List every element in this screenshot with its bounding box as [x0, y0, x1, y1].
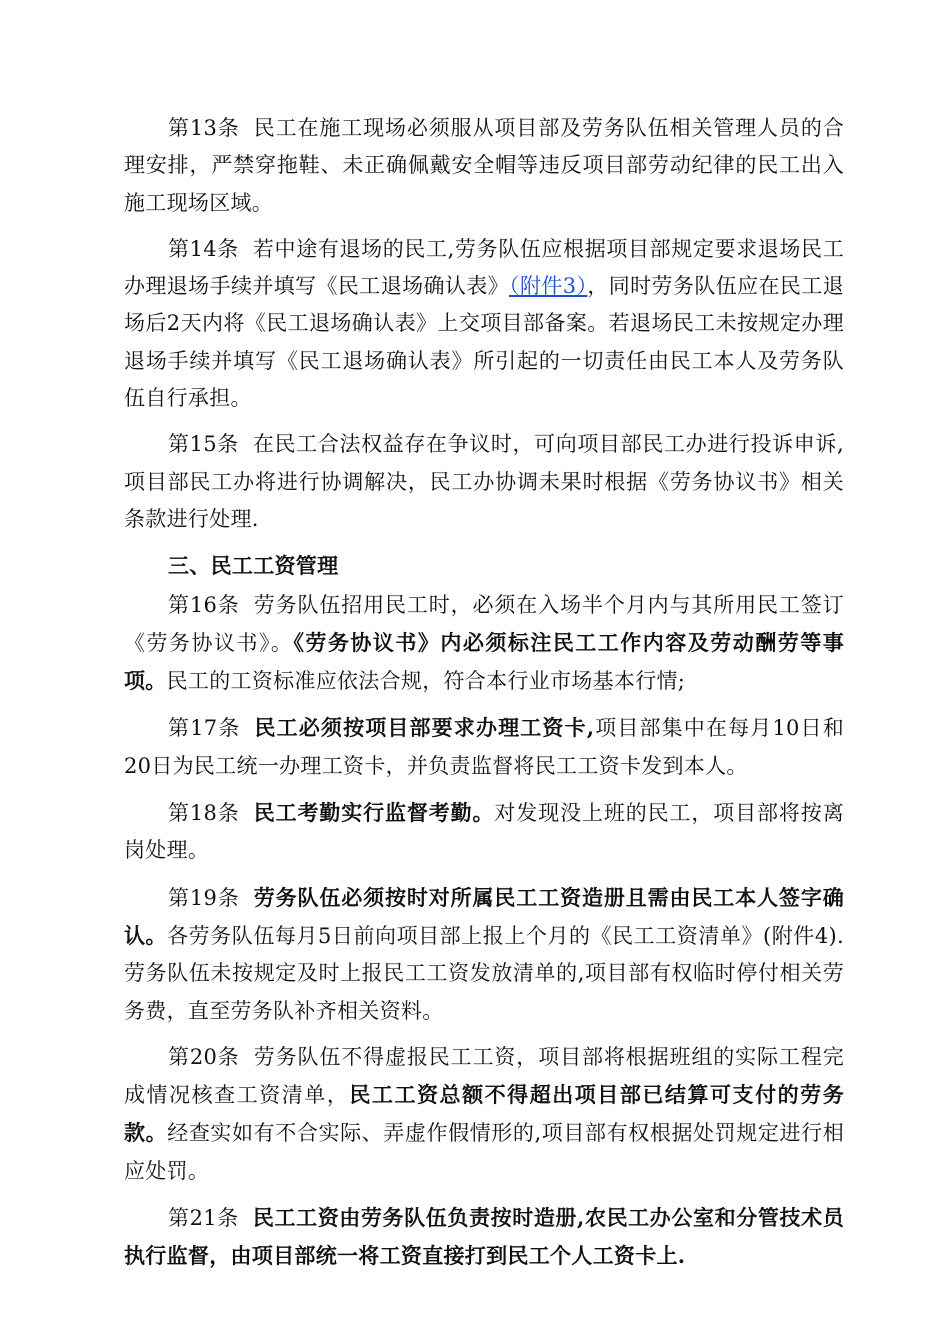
article-text: 若中途有退场的民工,劳务队伍应根据项目部规定要求退场民工办理退场手续并填写《民工退场确认表》 [124, 236, 844, 299]
article-bold-text: 民工工资总额不得超出项目部已结算可支付的劳务款。 [124, 1082, 844, 1146]
article-15 [124, 426, 844, 538]
article-18 [124, 794, 844, 870]
article-17 [124, 709, 844, 785]
article-number: 第17条 [168, 716, 241, 741]
article-20 [124, 1039, 844, 1190]
article-number: 第14条 [168, 236, 239, 261]
attachment-3-link[interactable]: （附件3） [509, 274, 588, 299]
article-text: 民工的工资标准应依法合规，符合本行业市场基本行情; [166, 669, 686, 694]
article-text: 劳务队伍招用民工时，必须在入场半个月内与其所用民工签订《劳务协议书》。 [124, 592, 844, 655]
article-19 [124, 879, 844, 1030]
article-bold-text: 民工考勤实行监督考勤。 [253, 800, 495, 826]
article-number: 第15条 [168, 432, 239, 457]
article-14 [124, 231, 844, 417]
article-16 [124, 587, 844, 701]
article-number: 第20条 [168, 1044, 240, 1069]
article-text: ，同时劳务队伍应在民工退场后2天内将《民工退场确认表》上交项目部备案。若退场民工未按规定办理退场手续并填写《民工退场确认表》所引起的一切责任由民工本人及劳务队伍自行承担。 [124, 274, 844, 411]
article-text: 对发现没上班的民工，项目部将按离岗处理。 [124, 801, 844, 863]
article-number: 第13条 [168, 116, 240, 140]
article-text: 项目部集中在每月10日和20日为民工统一办理工资卡，并负责监督将民工工资卡发到本人。 [124, 716, 845, 778]
article-bold-text: 《劳务协议书》内必须标注民工工作内容及劳动酬劳等事项。 [124, 629, 845, 694]
article-bold-text: 劳务队伍必须按时对所属民工工资造册且需由民工本人签字确认。 [124, 884, 844, 948]
article-number: 第16条 [168, 592, 240, 617]
article-number: 第19条 [168, 885, 240, 910]
document-body [124, 110, 844, 1285]
article-text: 经查实如有不合实际、弄虚作假情形的,项目部有权根据处罚规定进行相应处罚。 [124, 1121, 844, 1183]
article-13 [124, 110, 844, 222]
article-bold-text: 民工必须按项目部要求办理工资卡, [254, 715, 595, 741]
article-text: 劳务队伍不得虚报民工工资，项目部将根据班组的实际工程完成情况核查工资清单， [124, 1044, 844, 1108]
article-text: 民工在施工现场必须服从项目部及劳务队伍相关管理人员的合理安排，严禁穿拖鞋、未正确佩戴安全帽等违反项目部劳动纪律的民工出入施工现场区域。 [124, 116, 844, 215]
article-number: 第21条 [168, 1206, 239, 1231]
article-number: 第18条 [168, 801, 240, 826]
article-21 [124, 1199, 844, 1276]
article-bold-text: 民工工资由劳务队伍负责按时造册,农民工办公室和分管技术员执行监督，由项目部统一将工资直接打到民工个人工资卡上. [124, 1205, 844, 1269]
article-text: 各劳务队伍每月5日前向项目部上报上个月的《民工工资清单》(附件4).劳务队伍未按规定及时上报民工工资发放清单的,项目部有权临时停付相关劳务费，直至劳务队补齐相关资料。 [124, 923, 844, 1023]
article-text: 在民工合法权益存在争议时，可向项目部民工办进行投诉申诉,项目部民工办将进行协调解决，民工办协调未果时根据《劳务协议书》相关条款进行处理. [124, 432, 844, 531]
section-heading-wage-management: 三、民工工资管理 [168, 553, 339, 579]
